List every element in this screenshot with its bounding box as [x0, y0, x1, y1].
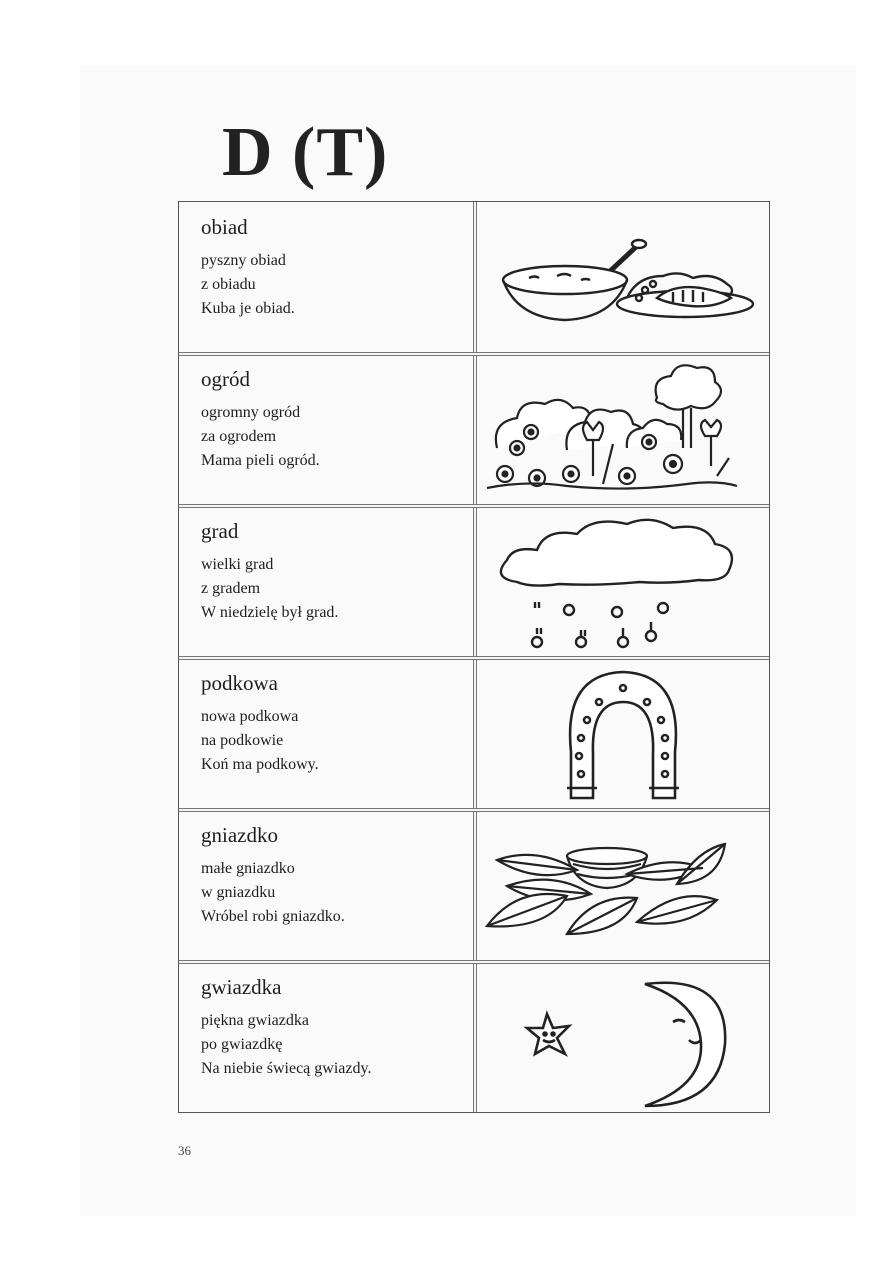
- headword: podkowa: [201, 671, 278, 695]
- nest-in-leaves-icon: [477, 814, 769, 960]
- word-cell: [201, 824, 469, 929]
- table-row: [179, 962, 769, 1114]
- headword: gniazdko: [201, 823, 278, 847]
- example-line: Na niebie świecą gwiazdy.: [201, 1060, 372, 1078]
- example-line: nowa podkowa: [201, 708, 299, 726]
- table-row: [179, 810, 769, 962]
- headword: grad: [201, 519, 239, 543]
- headword: ogród: [201, 367, 250, 391]
- word-cell: [201, 216, 469, 321]
- example-line: Mama pieli ogród.: [201, 452, 320, 470]
- soup-bowl-and-plate-icon: [477, 206, 769, 352]
- horseshoe-icon: [477, 662, 769, 808]
- example-line: za ogrodem: [201, 428, 277, 446]
- example-line: małe gniazdko: [201, 860, 295, 878]
- word-table: [178, 201, 770, 1113]
- star-and-moon-icon: [477, 966, 769, 1112]
- table-row: [179, 506, 769, 658]
- example-line: wielki grad: [201, 556, 274, 574]
- example-line: Koń ma podkowy.: [201, 756, 319, 774]
- example-line: na podkowie: [201, 732, 284, 750]
- word-cell: [201, 672, 469, 777]
- example-line: Wróbel robi gniazdko.: [201, 908, 345, 926]
- example-line: z obiadu: [201, 276, 256, 294]
- table-row: [179, 354, 769, 506]
- example-line: pyszny obiad: [201, 252, 286, 270]
- word-cell: [201, 976, 469, 1081]
- headword: obiad: [201, 215, 248, 239]
- table-row: [179, 658, 769, 810]
- table-row: [179, 202, 769, 354]
- garden-flowers-icon: [477, 358, 769, 504]
- word-cell: [201, 368, 469, 473]
- example-line: ogromny ogród: [201, 404, 301, 422]
- example-line: w gniazdku: [201, 884, 276, 902]
- headword: gwiazdka: [201, 975, 282, 999]
- example-line: z gradem: [201, 580, 261, 598]
- example-line: po gwiazdkę: [201, 1036, 283, 1054]
- example-line: Kuba je obiad.: [201, 300, 295, 318]
- page-number: 36: [178, 1143, 191, 1158]
- page-title: D (T): [222, 114, 389, 191]
- example-line: piękna gwiazdka: [201, 1012, 309, 1030]
- hail-cloud-icon: [477, 510, 769, 656]
- word-cell: [201, 520, 469, 625]
- example-line: W niedzielę był grad.: [201, 604, 339, 622]
